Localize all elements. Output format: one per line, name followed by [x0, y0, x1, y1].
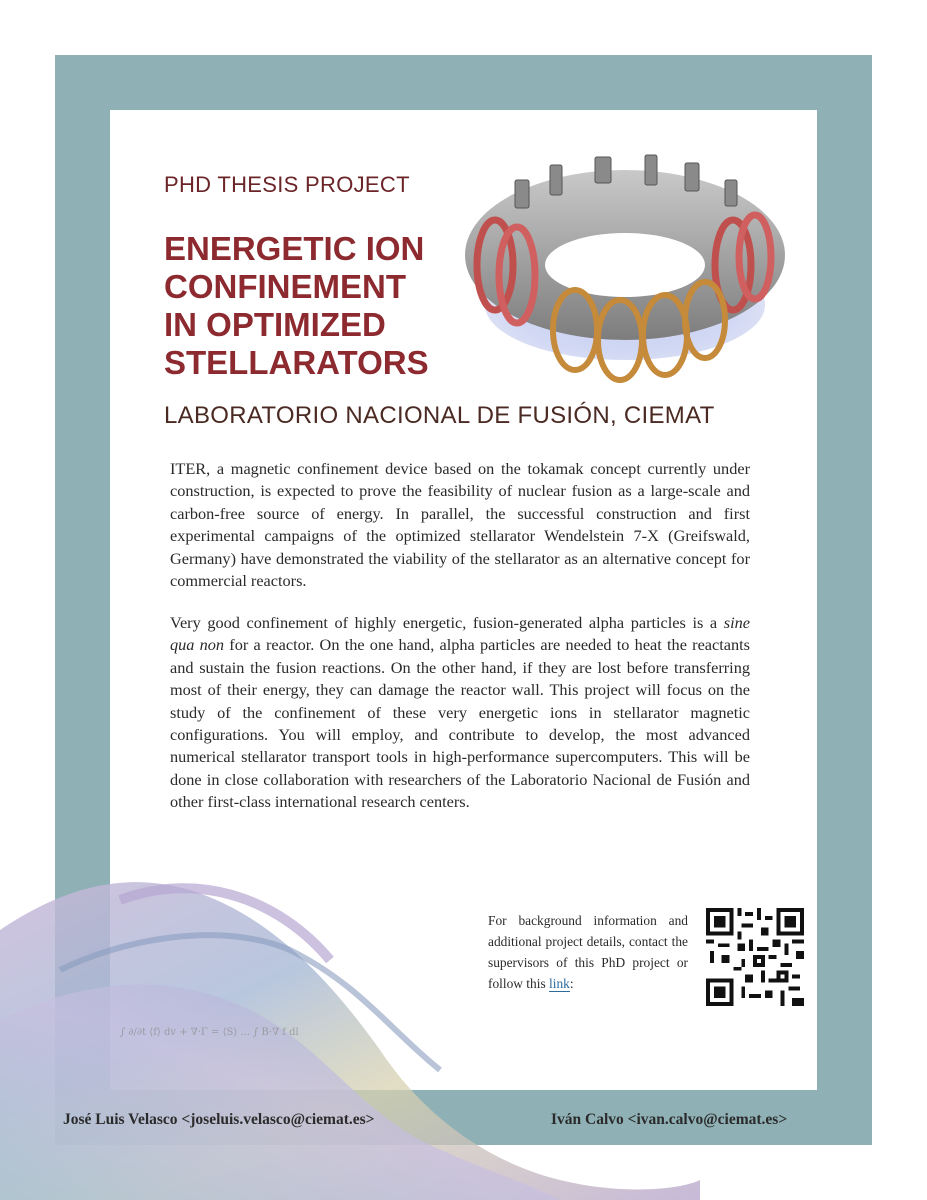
- title-line: STELLARATORS: [164, 344, 429, 381]
- svg-text:∫ ∂/∂t ⟨f⟩ dv + ∇·Γ = ⟨S⟩ ...: ∫ ∂/∂t ⟨f⟩ dv + ∇·Γ = ⟨S⟩ ... ∫ B·∇ f dl: [120, 1027, 299, 1038]
- supervisor-contact: José Luis Velasco <joseluis.velasco@ciemat.es>: [63, 1111, 375, 1128]
- contact-text: For background information and additional project details, contact the supervisors of this PhD project or follow this: [488, 913, 688, 991]
- contact-text-end: :: [569, 976, 574, 991]
- title-line: CONFINEMENT: [164, 268, 406, 305]
- stellarator-device-illustration-icon: [455, 145, 795, 390]
- contact-note: [488, 910, 688, 994]
- title-line: ENERGETIC ION: [164, 230, 425, 267]
- institution: LABORATORIO NACIONAL DE FUSIÓN, CIEMAT: [164, 402, 715, 429]
- body-paragraph: ITER, a magnetic confinement device based on the tokamak concept currently under construction, is expected to prove the feasibility of nuclear fusion as a large-scale and carbon-free source of energy. In parallel, the successful construction and first experimental campaigns of the optimized stellarator Wendelstein 7-X (Greifswald, Germany) have demonstrated the viability of the stellarator as an alternative concept for commercial reactors.: [170, 459, 750, 591]
- supervisor-contact: Iván Calvo <ivan.calvo@ciemat.es>: [551, 1111, 788, 1128]
- paragraph-text: for a reactor. On the one hand, alpha particles are needed to heat the reactants and sustain the fusion reactions. On the other hand, if they are lost before transferring most of their energy, they can damage the reactor wall. This project will focus on the study of the confinement of these very energetic ions in stellarator magnetic configurations. You will employ, and contribute to develop, the most advanced numerical stellarator transport tools in high-performance supercomputers. This will be done in close collaboration with researchers of the Laboratorio Nacional de Fusión and other first-class international research centers.: [170, 635, 750, 812]
- title-line: IN OPTIMIZED: [164, 306, 386, 343]
- qr-code-icon[interactable]: [706, 908, 804, 1006]
- latin-phrase: sine qua non: [170, 613, 750, 655]
- body-paragraph: [170, 612, 750, 814]
- page-title: [164, 230, 464, 382]
- paragraph-text: Very good confinement of highly energetic, fusion-generated alpha particles is a: [170, 613, 724, 632]
- project-link[interactable]: link: [549, 976, 570, 991]
- kicker: PHD THESIS PROJECT: [164, 172, 410, 197]
